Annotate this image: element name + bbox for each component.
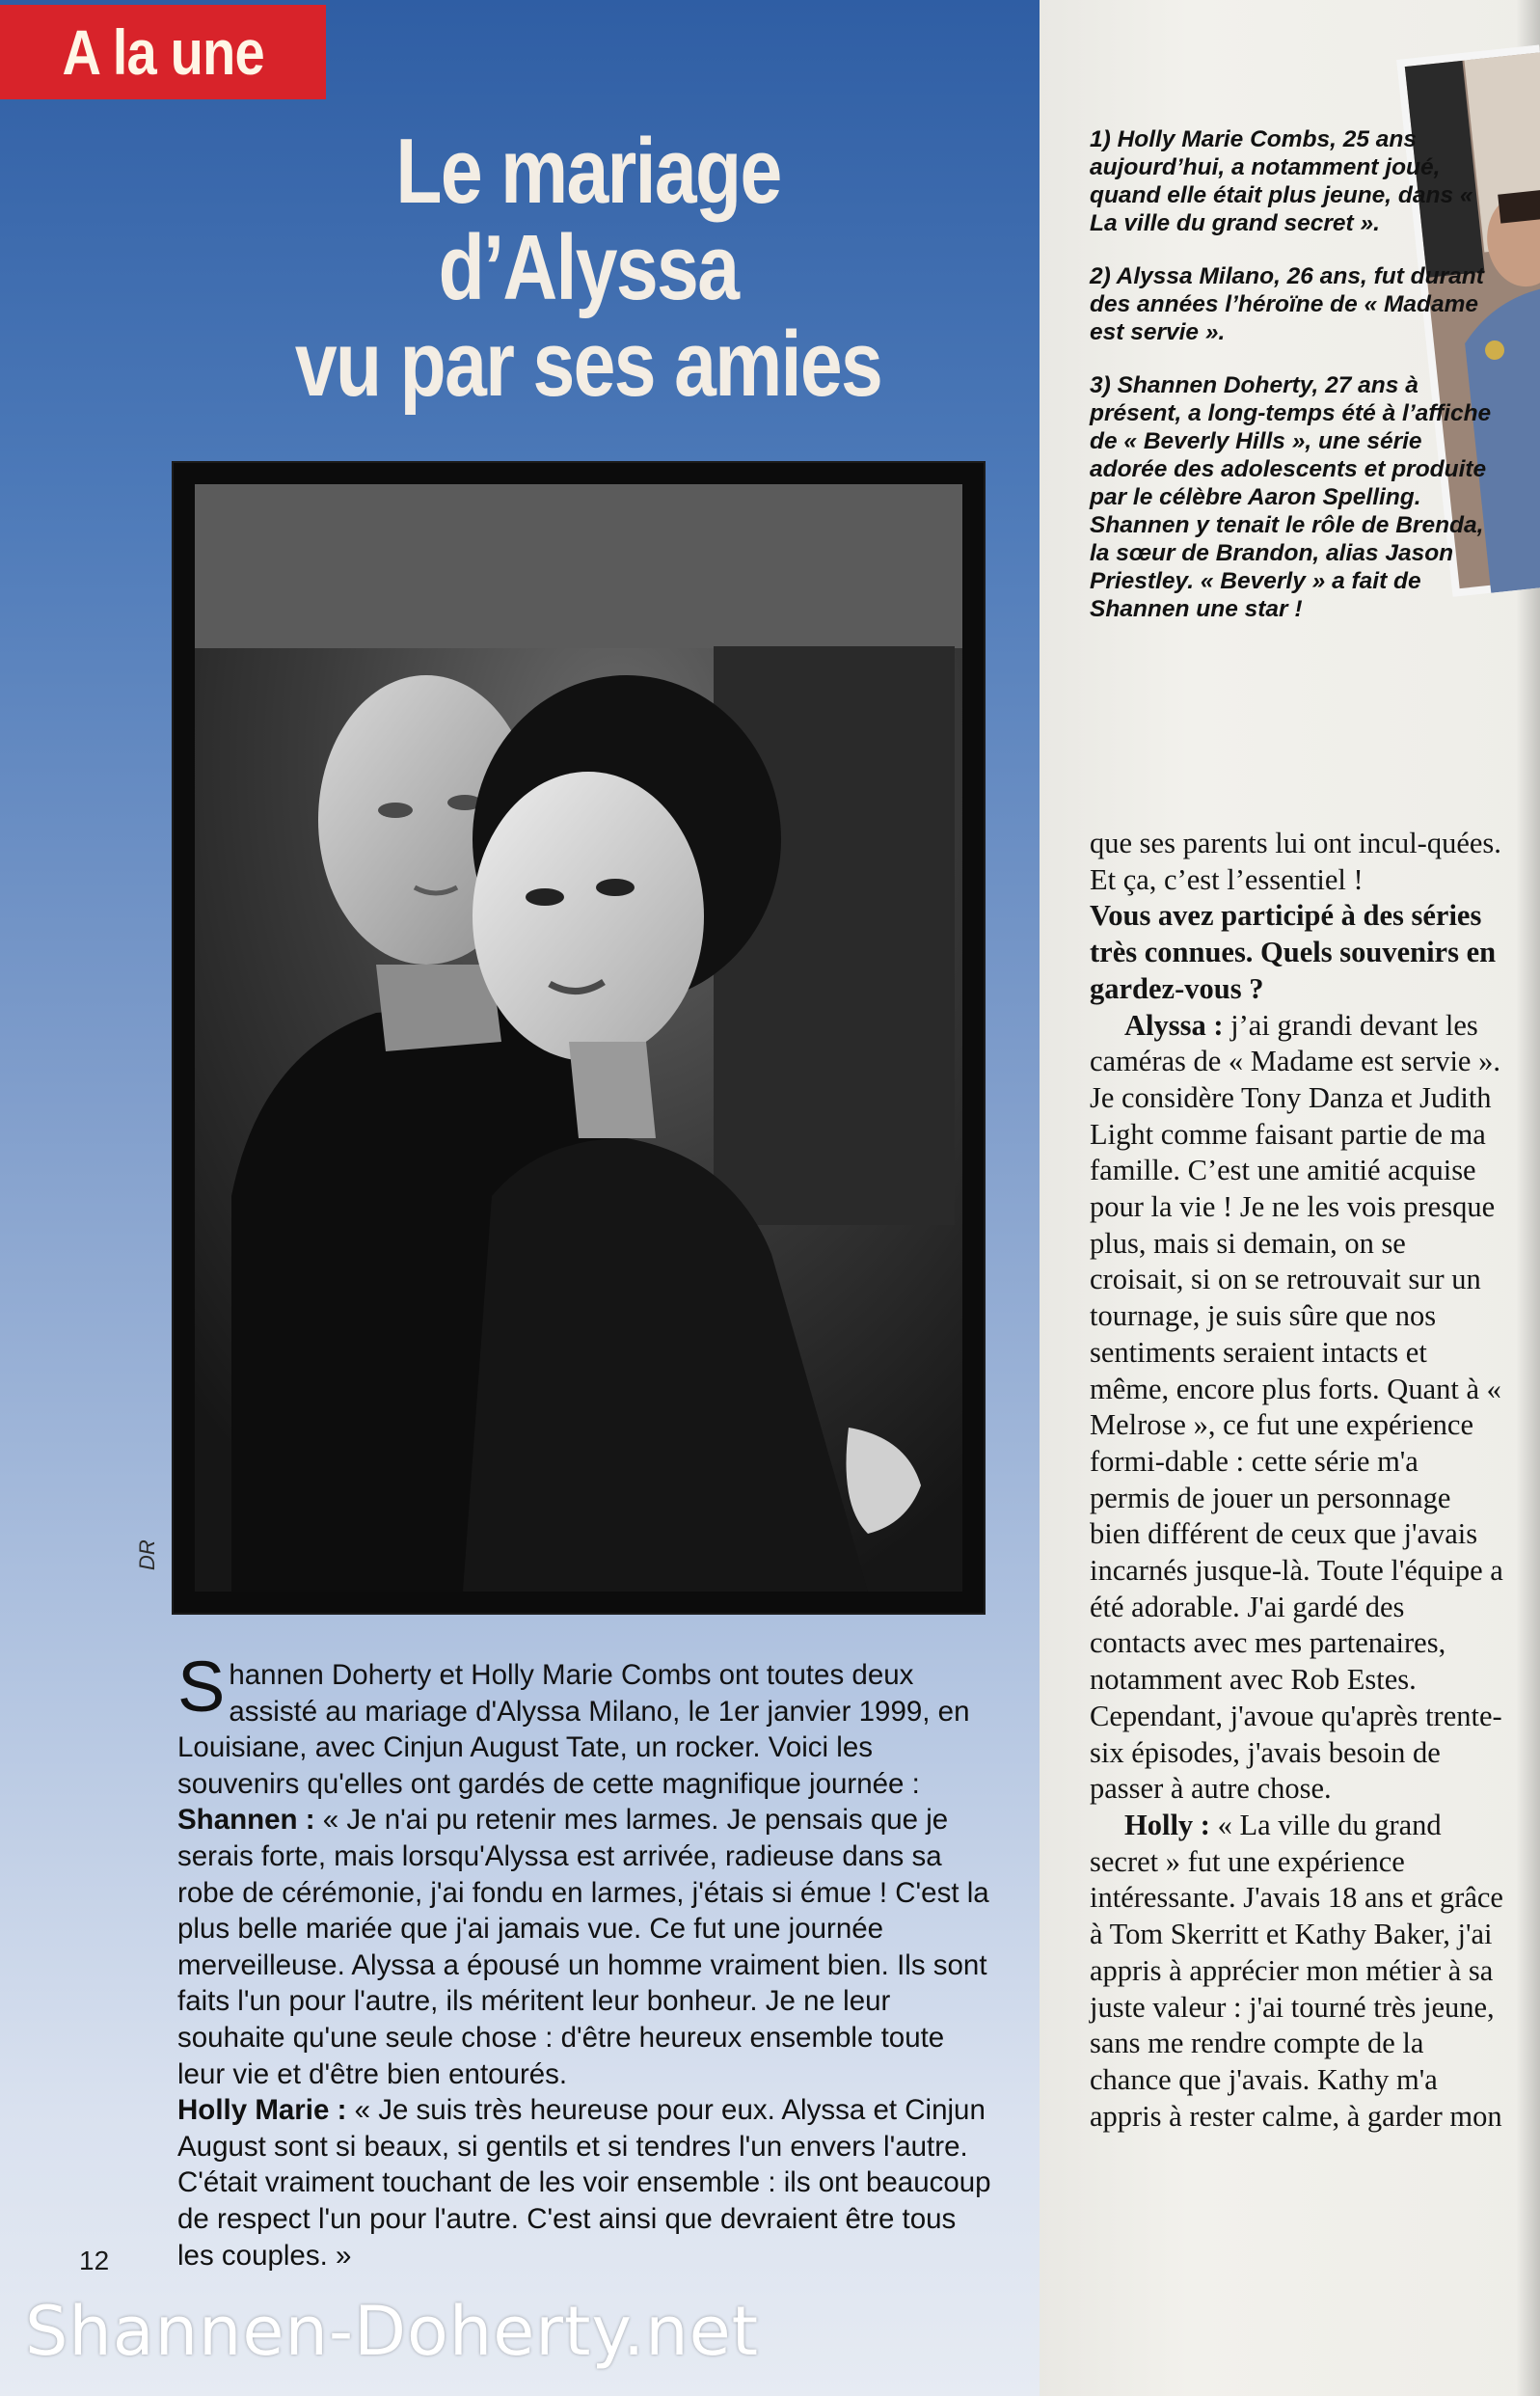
wedding-photo [174,463,984,1613]
quote-paragraph [177,1802,997,2092]
page-title [193,120,984,416]
answer-paragraph [1090,1008,1504,1808]
answer-paragraph [1090,1808,1504,2135]
speaker-label: Alyssa : [1124,1008,1224,1042]
quote-paragraph [177,2092,997,2273]
couple-photo-illustration [174,463,984,1613]
section-tag [0,5,326,99]
intro-article [177,1647,997,2273]
photo-captions [1090,125,1495,648]
speaker-label: Shannen : [177,1804,315,1837]
answer-text: « La ville du grand secret » fut une expérience intéressante. J'avais 18 ans et grâce à Tom Skerritt et Kathy Baker, j'ai appris à apprécier mon métier à sa juste valeur : j'ai tourné très jeune, sans me rendre compte de la chance que j'avais. Kathy m'a appris à rester calme, à garder mon [1090,1808,1503,2133]
answer-text: j’ai grandi devant les caméras de « Madame est servie ». Je considère Tony Danza et Judith Light comme faisant partie de ma famille. C’est une amitié acquise pour la vie ! Je ne les vois presque plus, mais si demain, on se croisait, si on se retrouvait sur un tournage, je suis sûre que nos sentiments seraient intacts et même, encore plus forts. Quant à « Melrose », ce fut une expérience formi-dable : cette série m'a permis de jouer un personnage bien différent de ceux que j'avais incarnés jusque-là. Toute l'équipe a été adorable. J'ai gardé des contacts avec mes partenaires, notamment avec Rob Estes. Cependant, j'avoue qu'après trente-six épisodes, j'avais besoin de passer à autre chose. [1090,1008,1503,1806]
drop-cap: S [177,1647,226,1727]
interview-column [1090,826,1504,2135]
headline-line: Le mariage [395,120,781,223]
caption-item: 1) Holly Marie Combs, 25 ans aujourd’hui, a notamment joué, quand elle était plus jeune, dans « La ville du grand secret ». [1090,126,1473,236]
intro-text: hannen Doherty et Holly Marie Combs ont toutes deux assisté au mariage d'Alyssa Milano, le 1er janvier 1999, en Louisiane, avec Cinjun August Tate, un rocker. Voici les souvenirs qu'elles ont gardés de cette magnifique journée : [177,1659,970,1800]
column-lead: que ses parents lui ont incul-quées. Et ça, c’est l’essentiel ! [1090,827,1501,896]
intro-paragraph [177,1647,997,1802]
caption-item: 2) Alyssa Milano, 26 ans, fut durant des années l’héroïne de « Madame est servie ». [1090,263,1484,345]
interview-question: Vous avez participé à des séries très connues. Quels souvenirs en gardez-vous ? [1090,899,1497,1005]
site-watermark: Shannen-Doherty.net [25,2292,760,2371]
quote-text: « Je n'ai pu retenir mes larmes. Je pensais que je serais forte, mais lorsqu'Alyssa est arrivée, radieuse dans sa robe de cérémonie, j'ai fondu en larmes, j'étais si émue ! C'est la plus belle mariée que j'ai jamais vue. Ce fut une journée merveilleuse. Alyssa a épousé un homme vraiment bien. Ils sont faits l'un pour l'autre, ils méritent leur bonheur. Je ne leur souhaite qu'une seule chose : d'être heureux ensemble toute leur vie et d'être bien entourés. [177,1804,989,2090]
caption-item: 3) Shannen Doherty, 27 ans à présent, a long-temps été à l’affiche de « Beverly Hills », une série adorée des adolescents et produite par le célèbre Aaron Spelling. Shannen y tenait le rôle de Brenda, la sœur de Brandon, alias Jason Priestley. « Beverly » a fait de Shannen une star ! [1090,372,1492,622]
photo-credit: DR [135,1539,159,1570]
page-number: 12 [79,2246,110,2275]
speaker-label: Holly Marie : [177,2094,347,2127]
headline-line: d’Alyssa [438,216,739,319]
quote-text: « Je suis très heureuse pour eux. Alyssa et Cinjun August sont si beaux, si gentils et si tendres l'un envers l'autre. C'était vraiment touchant de les voir ensemble : ils ont beaucoup de respect l'un pour l'autre. C'est ainsi que devraient être tous les couples. » [177,2094,991,2272]
speaker-label: Holly : [1124,1808,1210,1841]
headline-line: vu par ses amies [294,313,882,416]
section-tag-label: A la une [62,16,264,88]
